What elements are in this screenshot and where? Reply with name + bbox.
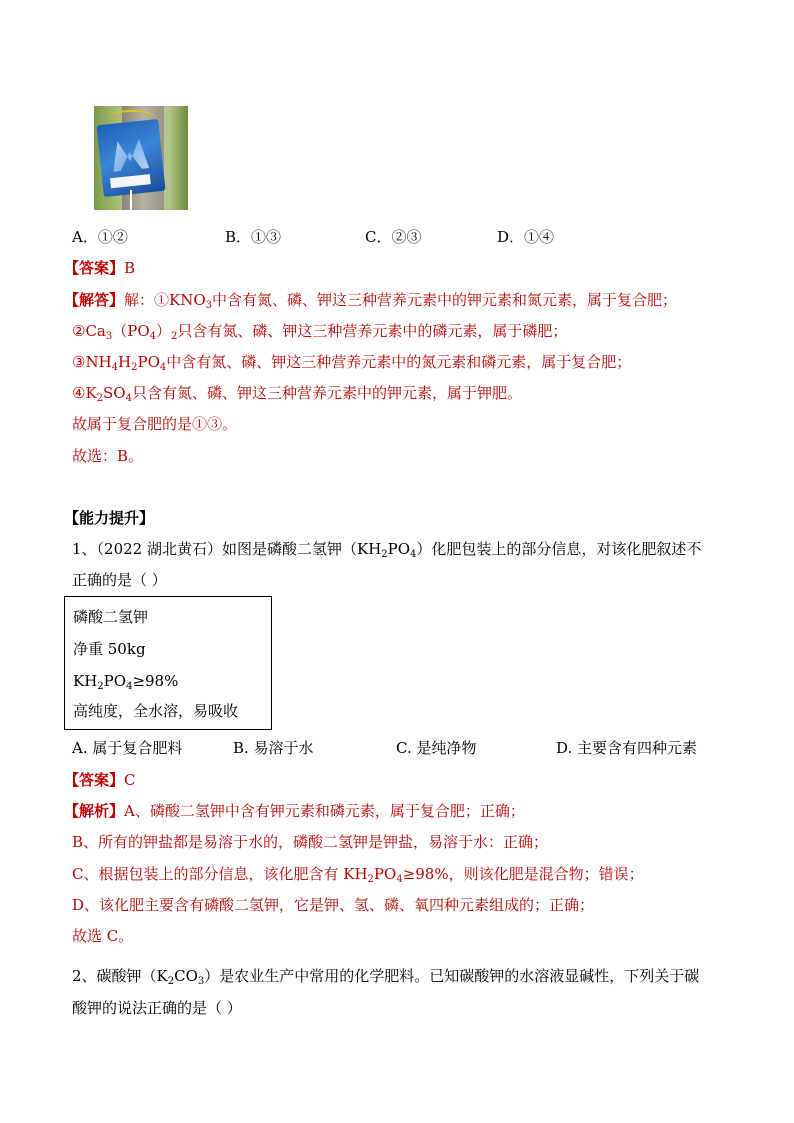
answer-label: 【答案】 <box>64 259 125 277</box>
option-a: A．①② <box>72 228 128 246</box>
option-b: B．①③ <box>225 228 282 246</box>
info-features: 高纯度，全水溶，易吸收 <box>73 702 239 720</box>
answer-2 <box>64 770 136 790</box>
option-d: D．①④ <box>497 228 555 246</box>
bag-label <box>110 174 151 188</box>
answer-value: B <box>124 259 136 277</box>
analysis-2-line4: D、该化肥主要含有磷酸二氢钾，它是钾、氢、磷、氧四种元素组成的；正确； <box>72 896 595 914</box>
q1-option-d: D. 主要含有四种元素 <box>556 739 698 757</box>
explanation-1-line6: 故选：B。 <box>72 447 144 465</box>
info-net-weight: 净重 50kg <box>73 640 146 658</box>
answer-1 <box>64 258 135 278</box>
answer-2-value: C <box>124 771 136 789</box>
info-formula: $KH_2PO_4\ge 98\%$ <box>73 672 179 692</box>
fertilizer-info-box <box>64 596 272 730</box>
q1-option-b: B. 易溶于水 <box>233 739 314 757</box>
question-1-line1: 1、（2022 湖北黄石）如图是磷酸二氢钾$(KH_2PO_4)$化肥包装上的部分信息，对该化肥叙述不 <box>72 540 702 560</box>
fertilizer-bag-photo <box>94 106 188 210</box>
analysis-2-line1: 【解析】A、磷酸二氢钾中含有钾元素和磷元素，属于复合肥；正确； <box>64 802 525 820</box>
info-product-name: 磷酸二氢钾 <box>73 608 149 626</box>
explanation-1-line4: $④K_2SO_4$只含有氮、磷、钾这三种营养元素中的钾元素，属于钾肥。 <box>72 384 522 404</box>
drip-tube <box>130 190 132 210</box>
answer-2-label: 【答案】 <box>64 771 125 789</box>
analysis-2-line3: C、根据包装上的部分信息，该化肥含有 $KH_2PO_4\ge 98\%$，则该化肥是混合物；错误； <box>72 865 644 885</box>
q1-option-c: C. 是纯净物 <box>396 739 477 757</box>
bag-logo-mark <box>110 138 149 172</box>
section-heading: 【能力提升】 <box>64 509 155 527</box>
q1-option-a: A. 属于复合肥料 <box>72 739 183 757</box>
analysis-label: 【解析】 <box>64 802 125 820</box>
explanation-1-line1: 【解答】解：$①KNO_3$中含有氮、磷、钾这三种营养元素中的钾元素和氮元素，属于复合肥； <box>64 291 678 311</box>
question-1-line2: 正确的是（ ） <box>72 571 167 589</box>
explanation-1-line5: 故属于复合肥的是①③。 <box>72 415 238 433</box>
analysis-2-line5: 故选 C。 <box>72 927 134 945</box>
fertilizer-bag <box>96 119 165 197</box>
explanation-1-line3: $③NH_4H_2PO_4$中含有氮、磷、钾这三种营养元素中的氮元素和磷元素，属于复合肥； <box>72 353 632 373</box>
analysis-2-line2: B、所有的钾盐都是易溶于水的，磷酸二氢钾是钾盐，易溶于水：正确； <box>72 833 549 851</box>
question-2-line2: 酸钾的说法正确的是（ ） <box>72 999 242 1017</box>
question-2-line1: 2、碳酸钾$(K_2CO_3)$是农业生产中常用的化学肥料。已知碳酸钾的水溶液显碱性，下列关于碳 <box>72 967 700 987</box>
option-c: C．②③ <box>365 228 422 246</box>
explanation-label: 【解答】 <box>64 291 125 309</box>
explanation-1-line2: $②Ca_3(PO_4)_2$只含有氮、磷、钾这三种营养元素中的磷元素，属于磷肥； <box>72 322 568 342</box>
